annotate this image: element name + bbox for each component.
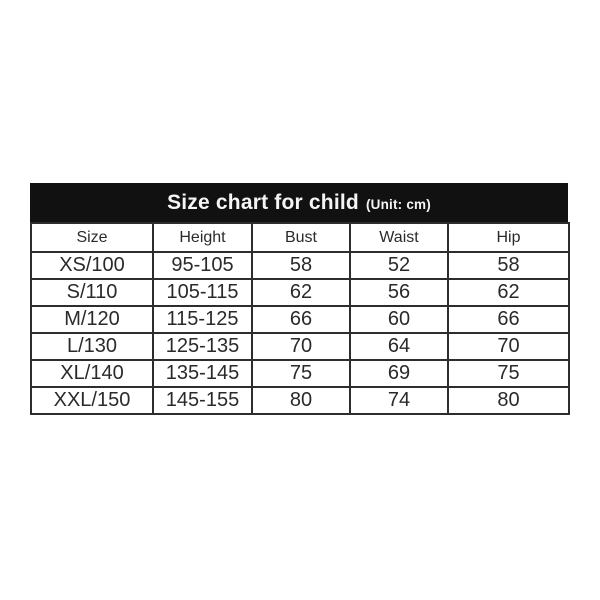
table-cell: 62 — [252, 279, 350, 306]
table-cell: 70 — [448, 333, 569, 360]
table-cell: 56 — [350, 279, 448, 306]
table-header-row — [31, 223, 569, 252]
col-header-height: Height — [153, 223, 252, 252]
table-cell: 145-155 — [153, 387, 252, 414]
table-cell: 115-125 — [153, 306, 252, 333]
col-header-size: Size — [31, 223, 153, 252]
table-cell: 75 — [252, 360, 350, 387]
chart-title-bar — [30, 183, 568, 222]
table-cell: 69 — [350, 360, 448, 387]
table-cell: 60 — [350, 306, 448, 333]
table-cell: XXL/150 — [31, 387, 153, 414]
col-header-bust: Bust — [252, 223, 350, 252]
table-cell: XS/100 — [31, 252, 153, 279]
table-cell: S/110 — [31, 279, 153, 306]
col-header-waist: Waist — [350, 223, 448, 252]
table-cell: 70 — [252, 333, 350, 360]
table-cell: 64 — [350, 333, 448, 360]
table-cell: 74 — [350, 387, 448, 414]
table-cell: 75 — [448, 360, 569, 387]
table-cell: 105-115 — [153, 279, 252, 306]
table-cell: 58 — [252, 252, 350, 279]
table-row — [31, 387, 569, 414]
table-cell: M/120 — [31, 306, 153, 333]
chart-title: Size chart for child — [167, 190, 359, 214]
table-cell: 62 — [448, 279, 569, 306]
table-row — [31, 279, 569, 306]
table-cell: 80 — [448, 387, 569, 414]
size-table — [30, 222, 570, 415]
table-cell: 95-105 — [153, 252, 252, 279]
table-cell: 58 — [448, 252, 569, 279]
table-row — [31, 252, 569, 279]
table-cell: 66 — [252, 306, 350, 333]
table-row — [31, 333, 569, 360]
table-cell: 125-135 — [153, 333, 252, 360]
table-cell: L/130 — [31, 333, 153, 360]
table-cell: 135-145 — [153, 360, 252, 387]
table-row — [31, 360, 569, 387]
table-cell: 52 — [350, 252, 448, 279]
table-cell: 80 — [252, 387, 350, 414]
table-cell: XL/140 — [31, 360, 153, 387]
col-header-hip: Hip — [448, 223, 569, 252]
size-chart — [30, 183, 568, 415]
table-row — [31, 306, 569, 333]
table-cell: 66 — [448, 306, 569, 333]
chart-unit-label: (Unit: cm) — [365, 196, 431, 212]
